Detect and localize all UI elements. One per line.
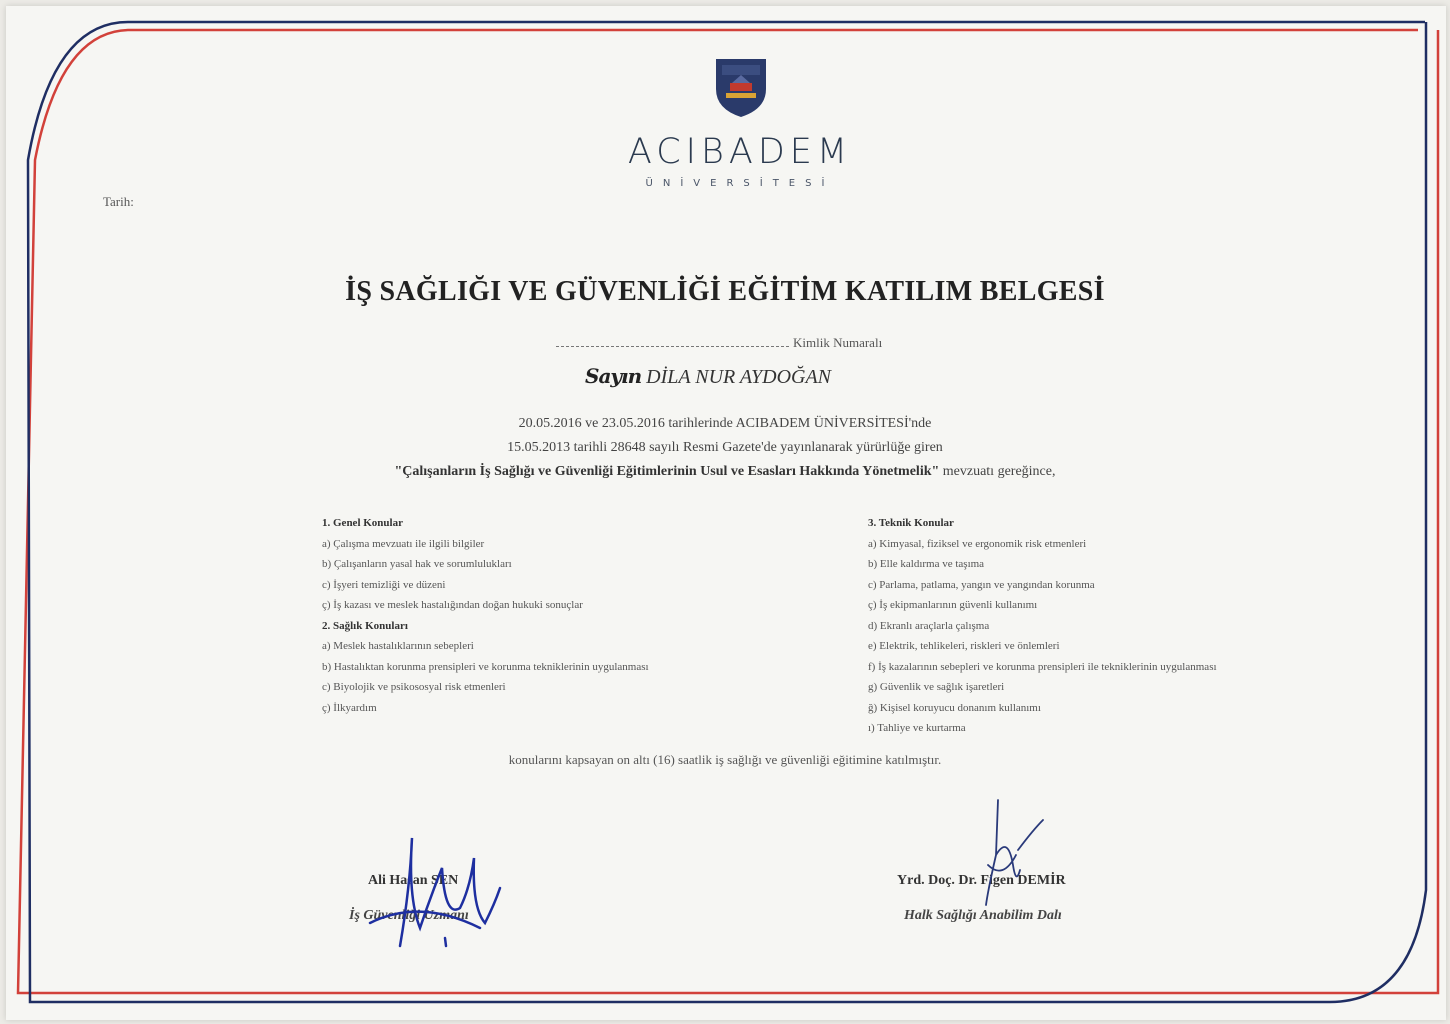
recipient-name: DİLA NUR AYDOĞAN — [646, 366, 832, 388]
list-item: b) Hastalıktan korunma prensipleri ve korunma tekniklerinin uygulanması — [322, 660, 649, 673]
list-item: ı) Tahliye ve kurtarma — [868, 722, 966, 734]
list-item: g) Güvenlik ve sağlık işaretleri — [868, 681, 1005, 693]
technical-topics-heading: 3. Teknik Konular — [868, 517, 954, 529]
list-item: f) İş kazalarının sebepleri ve korunma prensipleri ile tekniklerinin uygulanması — [868, 660, 1217, 673]
topics-right-column — [868, 513, 1217, 739]
date-label: Tarih: — [103, 194, 134, 209]
university-crest-icon — [712, 55, 770, 119]
recipient-line — [585, 364, 831, 389]
list-item: d) Ekranlı araçlarla çalışma — [868, 619, 990, 632]
id-number-label: Kimlik Numaralı — [793, 335, 883, 350]
intro-line-1: 20.05.2016 ve 23.05.2016 tarihlerinde ACIBADEM ÜNİVERSİTESİ'nde — [518, 416, 932, 431]
list-item: a) Kimyasal, fiziksel ve ergonomik risk etmenleri — [868, 537, 1087, 550]
list-item: a) Meslek hastalıklarının sebepleri — [322, 640, 474, 652]
topics-left-column — [322, 513, 649, 718]
brand-subtitle: ÜNİVERSİTESİ — [645, 178, 835, 189]
intro-line-3 — [0, 460, 1450, 484]
intro-line-2: 15.05.2013 tarihli 28648 sayılı Resmi Gazete'de yayınlanarak yürürlüğe giren — [507, 440, 943, 455]
general-topics-heading: 1. Genel Konular — [322, 517, 403, 529]
right-signatory-name: Yrd. Doç. Dr. Figen DEMİR — [897, 873, 1066, 888]
list-item: ç) İlkyardım — [322, 701, 377, 714]
regulation-title: "Çalışanların İş Sağlığı ve Güvenliği Eğitimlerinin Usul ve Esasları Hakkında Yönetmelik" — [394, 464, 940, 479]
list-item: c) Parlama, patlama, yangın ve yangından korunma — [868, 578, 1095, 591]
brand-name: ACIBADEM — [627, 132, 853, 172]
list-item: b) Elle kaldırma ve taşıma — [868, 558, 985, 570]
id-number-line — [556, 335, 882, 351]
list-item: ç) İş kazası ve meslek hastalığından doğan hukuki sonuçlar — [322, 599, 583, 611]
left-signatory-role: İş Güvenliği Uzmanı — [349, 908, 469, 923]
list-item: c) Biyolojik ve psikososyal risk etmenleri — [322, 681, 506, 693]
right-signatory-role: Halk Sağlığı Anabilim Dalı — [904, 908, 1062, 923]
list-item: ç) İş ekipmanlarının güvenli kullanımı — [868, 599, 1038, 611]
health-topics-heading: 2. Sağlık Konuları — [322, 619, 408, 632]
left-handwritten-signature — [350, 828, 520, 958]
salutation: Sayın — [585, 364, 642, 388]
list-item: a) Çalışma mevzuatı ile ilgili bilgiler — [322, 537, 485, 550]
list-item: c) İşyeri temizliği ve düzeni — [322, 578, 446, 591]
left-signatory-name: Ali Hasan ŞEN — [368, 873, 459, 888]
certificate-title: İŞ SAĞLIĞI VE GÜVENLİĞİ EĞİTİM KATILIM BELGESİ — [345, 276, 1105, 307]
intro-line-3-rest: mevzuatı gereğince, — [939, 464, 1056, 479]
closing-statement: konularını kapsayan on altı (16) saatlik iş sağlığı ve güvenliği eğitimine katılmıştır. — [508, 752, 942, 767]
list-item: b) Çalışanların yasal hak ve sorumlulukları — [322, 558, 512, 570]
id-number-blank — [556, 336, 789, 347]
intro-paragraph — [0, 412, 1450, 484]
list-item: ğ) Kişisel koruyucu donanım kullanımı — [868, 701, 1041, 714]
right-handwritten-signature — [968, 795, 1058, 915]
list-item: e) Elektrik, tehlikeleri, riskleri ve önlemleri — [868, 640, 1060, 652]
